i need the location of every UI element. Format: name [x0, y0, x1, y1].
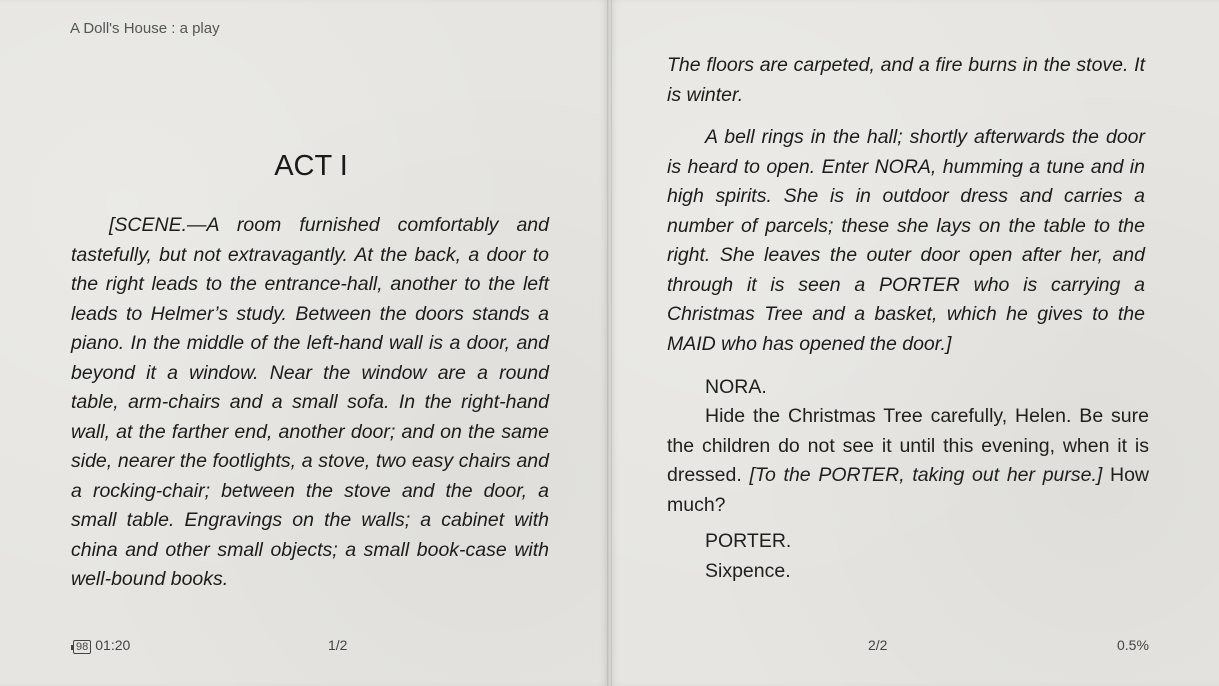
battery-indicator	[73, 640, 95, 654]
left-page[interactable]	[0, 0, 609, 686]
clock-time: 01:20	[95, 637, 131, 653]
status-info	[73, 637, 130, 654]
stage-direction-text: A bell rings in the hall; shortly afterwards the door is heard to open. Enter NORA, humming a tune and in high spirits. She is in outdoor dress and carries a number of parcels; these she lays on the table to the right. She leaves the outer door open after her, and through it is seen a PORTER who is carrying a Christmas Tree and a basket, which he gives to the MAID who has opened the door.]	[667, 126, 1145, 355]
speech-nora	[667, 402, 1149, 520]
continuation-text: The floors are carpeted, and a fire burns in the stove. It is winter.	[667, 54, 1145, 106]
right-page-number: 2/2	[868, 637, 888, 653]
stage-direction	[667, 123, 1145, 359]
book-title: A Doll's House : a play	[70, 20, 220, 37]
scene-continuation	[667, 51, 1145, 110]
act-heading: ACT I	[274, 150, 348, 182]
speaker-porter: PORTER.	[705, 530, 792, 552]
speech-porter: Sixpence.	[705, 560, 791, 582]
speaker-nora: NORA.	[705, 376, 767, 398]
speech-nora-aside: [To the PORTER, taking out her purse.]	[749, 464, 1103, 486]
speech-nora-line: Hide the Christmas Tree carefully, Helen. Be sure the children do not see it until this evening, when it is dressed.	[667, 405, 1149, 486]
reading-progress: 0.5%	[1117, 637, 1149, 653]
book-gutter	[607, 0, 612, 686]
battery-icon: 98	[73, 640, 91, 654]
scene-text: [SCENE.—A room furnished comfortably and tastefully, but not extravagantly. At the back, a door to the right leads to the entrance-hall, another to the left leads to Helmer’s study. Between the doors stands a piano. In the middle of the left-hand wall is a door, and beyond it a window. Near the window are a round table, arm-chairs and a small sofa. In the right-hand wall, at the farther end, another door; and on the same side, nearer the footlights, a stove, two easy chairs and a rocking-chair; between the stove and the door, a small table. Engravings on the walls; a cabinet with china and other small objects; a small book-case with well-bound books.	[71, 214, 549, 590]
left-page-number: 1/2	[328, 637, 348, 653]
speech-nora-question: How much?	[667, 464, 1150, 516]
scene-description	[71, 211, 549, 595]
